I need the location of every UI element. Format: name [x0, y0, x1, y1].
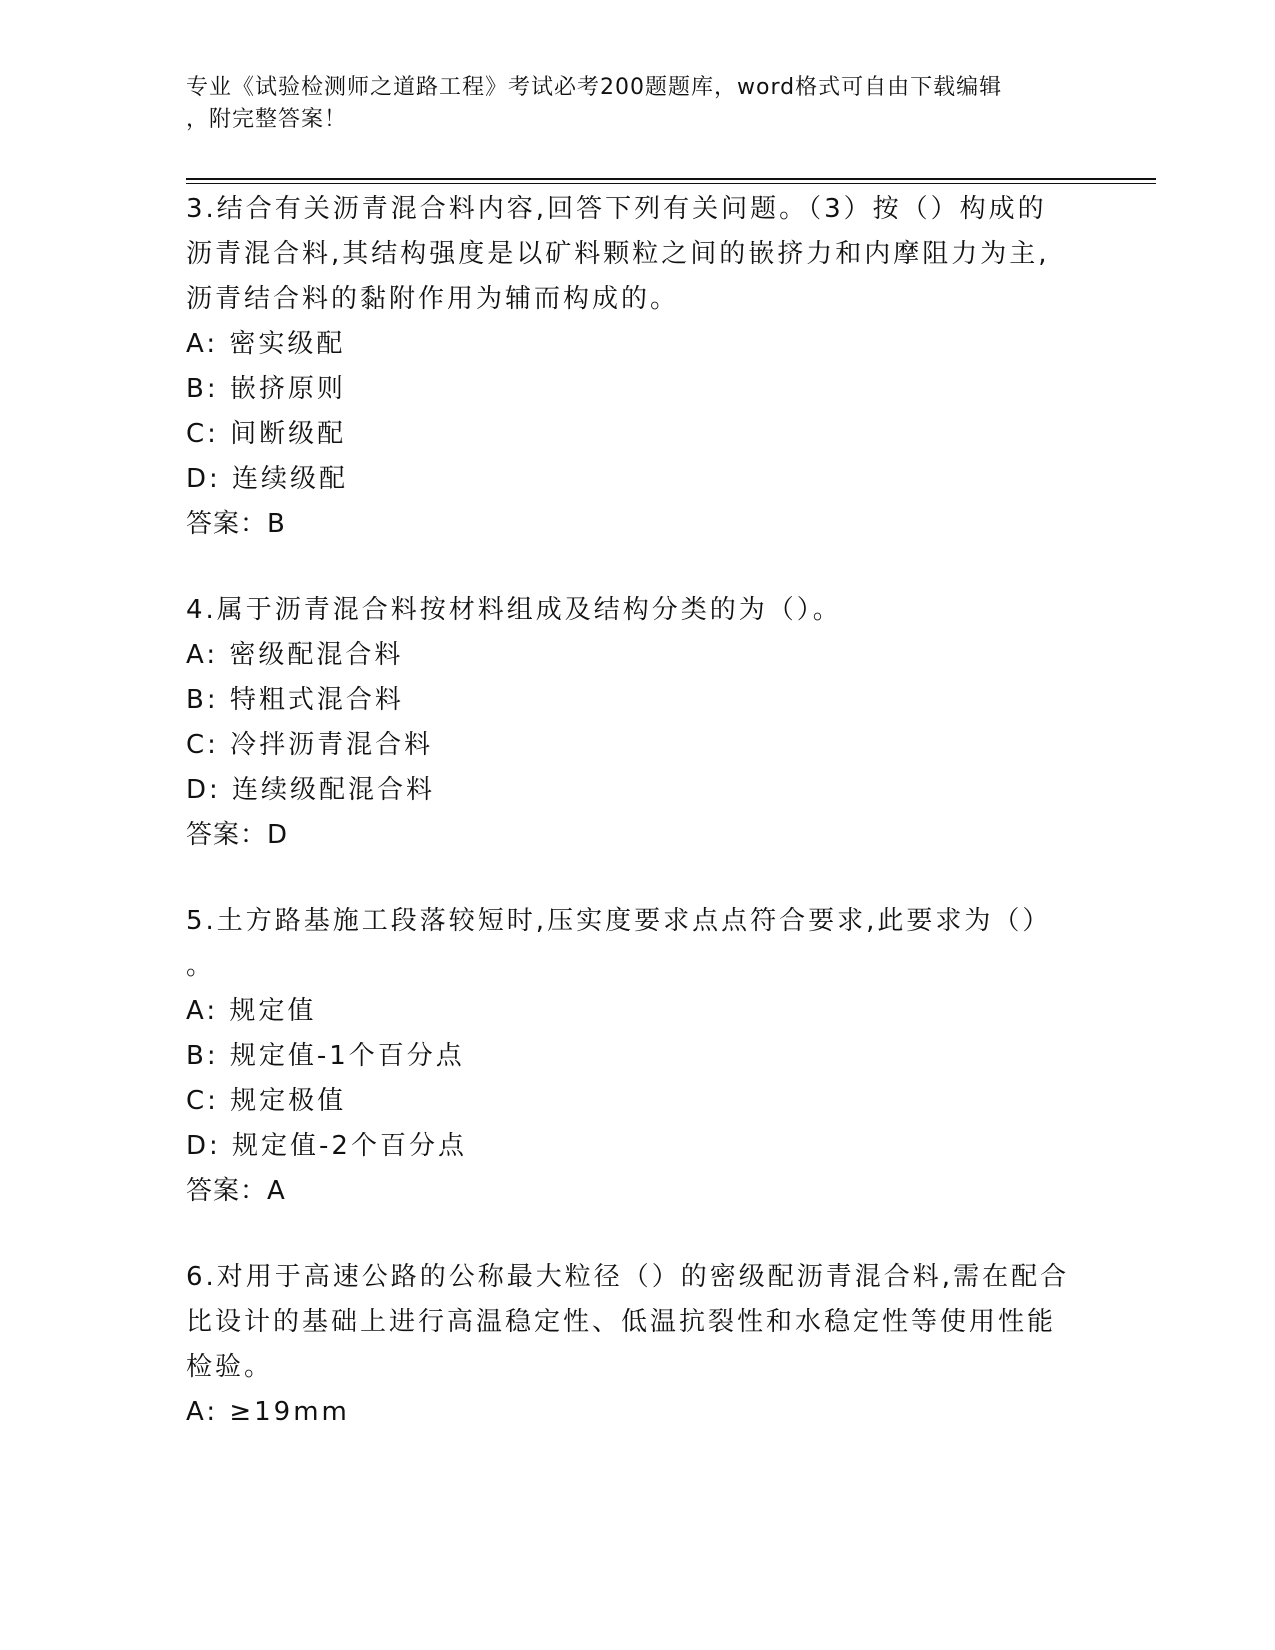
option-a: A: ≥19mm: [186, 1397, 350, 1427]
question-5: [186, 899, 1086, 1214]
option-c: C: 规定极值: [186, 1086, 347, 1116]
question-3: [186, 187, 1086, 547]
option-d: D: 规定值-2个百分点: [186, 1131, 467, 1161]
option-a: A: 密实级配: [186, 329, 346, 359]
option-d: D: 连续级配: [186, 464, 349, 494]
option-d: D: 连续级配混合料: [186, 775, 436, 805]
option-a: A: 规定值: [186, 996, 317, 1026]
question-stem: 6.对用于高速公路的公称最大粒径（）的密级配沥青混合料,需在配合 比设计的基础上进行高温稳定性、低温抗裂性和水稳定性等使用性能 检验。: [186, 1262, 1070, 1382]
answer-text: 答案：A: [186, 1176, 286, 1206]
header-divider-thick: [186, 178, 1156, 180]
answer-text: 答案：B: [186, 509, 286, 539]
option-c: C: 冷拌沥青混合料: [186, 730, 434, 760]
option-c: C: 间断级配: [186, 419, 347, 449]
question-stem: 5.土方路基施工段落较短时,压实度要求点点符合要求,此要求为（） 。: [186, 906, 1052, 981]
document-header: 专业《试验检测师之道路工程》考试必考200题题库，word格式可自由下载编辑 ，附完整答案！: [186, 75, 1003, 132]
question-stem: 3.结合有关沥青混合料内容,回答下列有关问题。（3）按（）构成的 沥青混合料,其结构强度是以矿料颗粒之间的嵌挤力和内摩阻力为主, 沥青结合料的黏附作用为辅而构成的。: [186, 194, 1050, 314]
question-stem: 4.属于沥青混合料按材料组成及结构分类的为（）。: [186, 595, 842, 625]
option-a: A: 密级配混合料: [186, 640, 404, 670]
question-4: [186, 588, 1086, 858]
question-list: [186, 187, 1086, 1476]
option-b: B: 特粗式混合料: [186, 685, 404, 715]
answer-text: 答案：D: [186, 820, 289, 850]
header-divider-thin: [186, 183, 1156, 184]
question-6: [186, 1255, 1086, 1435]
option-b: B: 嵌挤原则: [186, 374, 346, 404]
option-b: B: 规定值-1个百分点: [186, 1041, 465, 1071]
